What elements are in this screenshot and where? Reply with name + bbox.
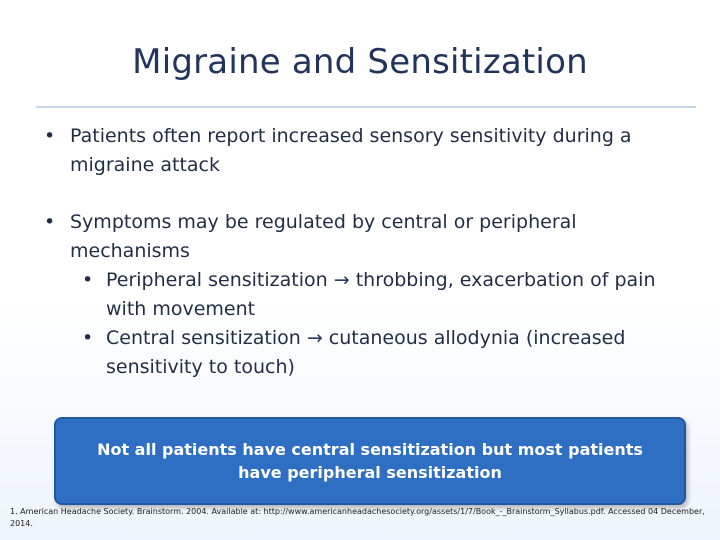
sub-bullet-rest: throbbing, exacerbation of pain with movement [106,269,656,320]
sub-bullet-central [44,324,694,382]
slide-title: Migraine and Sensitization [132,42,588,82]
arrow-icon: → [333,269,350,291]
sub-bullet-lead: Central sensitization [106,327,301,349]
sub-bullet-marker: • [82,327,94,349]
callout-text: Not all patients have central sensitization but most patients have peripheral sensitization [97,440,643,482]
bullet-marker: • [44,125,56,147]
sub-bullet-lead: Peripheral sensitization [106,269,328,291]
bullet-text: Symptoms may be regulated by central or peripheral mechanisms [70,211,577,262]
sub-bullet-marker: • [82,269,94,291]
reference-footnote: 1. American Headache Society. Brainstorm. 2004. Available at: http://www.americanheadachesociety.org/assets/1/7/Book_-_Brainstorm_Syllabus.pdf. Accessed 04 December, 2014. [10,507,705,528]
sub-bullet-peripheral [44,266,694,324]
bullet-item-sensory-sensitivity [44,122,694,180]
bullet-list [44,122,694,382]
sub-bullet-rest: cutaneous allodynia (increased sensitivity to touch) [106,327,626,378]
bullet-item-mechanisms [44,208,694,266]
bullet-text: Patients often report increased sensory sensitivity during a migraine attack [70,125,632,176]
bullet-marker: • [44,211,56,233]
callout-box [54,417,686,505]
arrow-icon: → [306,327,323,349]
title-divider [36,106,696,108]
